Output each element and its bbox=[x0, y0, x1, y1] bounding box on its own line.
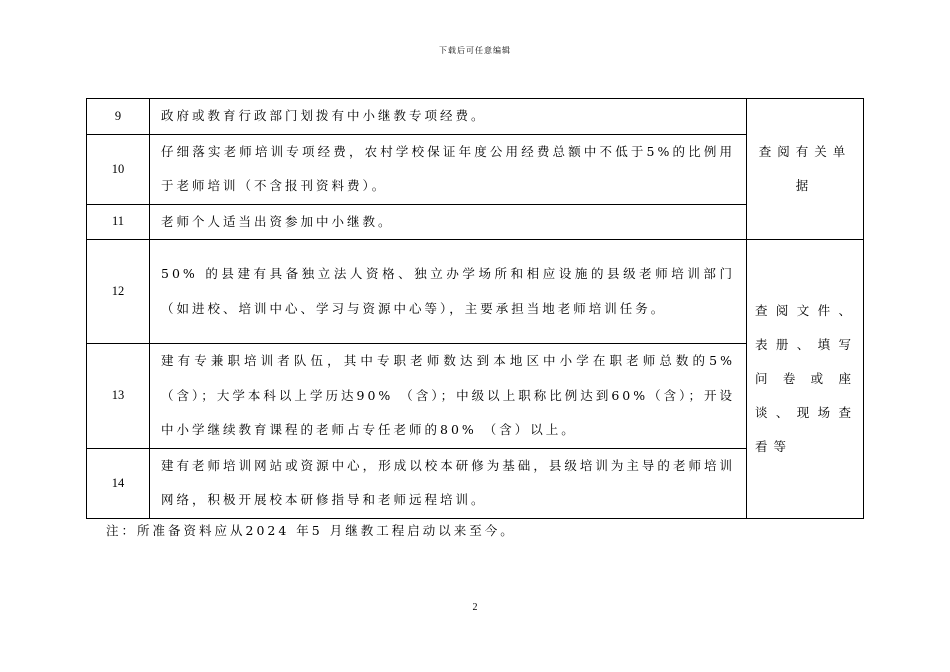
row-number: 10 bbox=[87, 134, 150, 204]
table-row bbox=[87, 99, 864, 135]
page-number: 2 bbox=[472, 602, 478, 613]
row-content: 仔细落实老师培训专项经费，农村学校保证年度公用经费总额中不低于5%的比例用于老师培训（不含报刊资料费）。 bbox=[150, 134, 747, 204]
row-number: 9 bbox=[87, 99, 150, 135]
verification-method-cell bbox=[747, 99, 864, 240]
row-content: 政府或教育行政部门划拨有中小继教专项经费。 bbox=[150, 99, 747, 135]
row-number: 11 bbox=[87, 204, 150, 240]
row-number: 12 bbox=[87, 240, 150, 344]
verification-method-cell bbox=[747, 240, 864, 519]
table-row bbox=[87, 240, 864, 344]
footnote: 注：所准备资料应从2024 年5 月继教工程启动以来至今。 bbox=[106, 523, 516, 538]
row-content: 50% 的县建有具备独立法人资格、独立办学场所和相应设施的县级老师培训部门（如进校、培训中心、学习与资源中心等），主要承担当地老师培训任务。 bbox=[150, 240, 747, 344]
row-content: 老师个人适当出资参加中小继教。 bbox=[150, 204, 747, 240]
row-content: 建有专兼职培训者队伍，其中专职老师数达到本地区中小学在职老师总数的5%（含）；大学本科以上学历达90% （含）；中级以上职称比例达到60%（含）；开设中小学继续教育课程的老师占专任老师的80% （含）以上。 bbox=[150, 344, 747, 449]
row-number: 14 bbox=[87, 448, 150, 518]
criteria-table bbox=[86, 98, 864, 519]
row-content: 建有老师培训网站或资源中心，形成以校本研修为基础，县级培训为主导的老师培训网络，积极开展校本研修指导和老师远程培训。 bbox=[150, 448, 747, 518]
page-header: 下载后可任意编辑 bbox=[439, 46, 511, 55]
row-number: 13 bbox=[87, 344, 150, 449]
verification-method-text: 查阅文件、表册、填写问卷或座谈、现场查看等 bbox=[755, 302, 857, 454]
verification-method-text: 查阅有关单据 bbox=[758, 144, 852, 193]
